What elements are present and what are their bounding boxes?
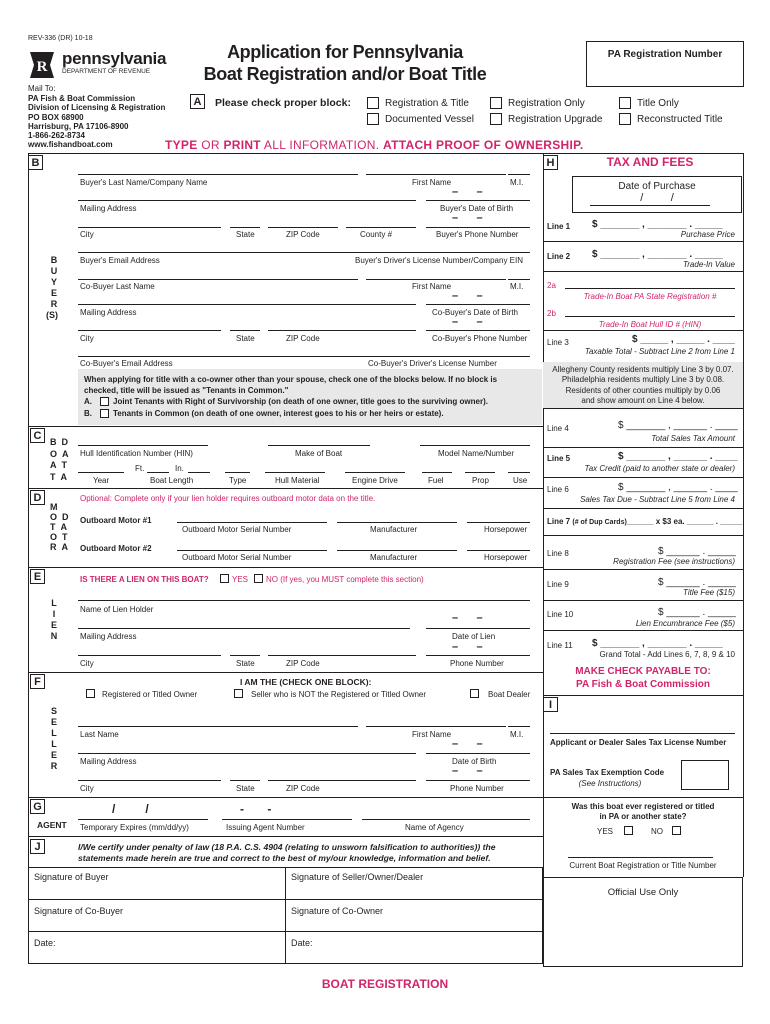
tradein-hin-label: Trade-In Boat Hull ID # (HIN) bbox=[598, 320, 702, 329]
tradein-value-label: Trade-In Value bbox=[682, 260, 735, 269]
buyer-date-field[interactable]: Date: bbox=[34, 938, 56, 948]
prior-registration-q2: in PA or another state? bbox=[599, 812, 687, 821]
motor1-mfr-label: Manufacturer bbox=[370, 525, 418, 534]
cobuyer-license-label: Co-Buyer's Driver's License Number bbox=[368, 359, 497, 368]
coowner-note-2: checked, title will be issued as "Tenants in Common." bbox=[84, 386, 289, 395]
checkbox-joint-tenants[interactable] bbox=[100, 397, 109, 406]
boat-dealer-label: Boat Dealer bbox=[488, 690, 531, 699]
lien-mailing-label: Mailing Address bbox=[80, 632, 137, 641]
page-title-1: Application for Pennsylvania bbox=[227, 42, 463, 62]
county-rates: Allegheny County residents multiply Line 3 by 0.07. Philadelphia residents multiply Line 3 by 0.08. Residents of other counties multiply by 0.06 and show amount on Line 4 below. bbox=[552, 365, 734, 405]
motor2-mfr-label: Manufacturer bbox=[370, 553, 418, 562]
length-label: Boat Length bbox=[150, 476, 194, 485]
svg-text:R: R bbox=[36, 59, 48, 75]
taxable-total-label: Taxable Total - Subtract Line 2 from Line 1 bbox=[584, 347, 735, 356]
seller-city-label: City bbox=[80, 784, 94, 793]
current-reg-label: Current Boat Registration or Title Number bbox=[569, 861, 717, 870]
tenants-common-letter: B. bbox=[84, 409, 92, 418]
section-a-prompt: Please check proper block: bbox=[215, 97, 351, 109]
cobuyer-dob-label: Co-Buyer's Date of Birth bbox=[432, 308, 519, 317]
year-label: Year bbox=[93, 476, 110, 485]
purchase-price-label: Purchase Price bbox=[680, 230, 735, 239]
seller-state-label: State bbox=[236, 784, 255, 793]
motor1-label: Outboard Motor #1 bbox=[80, 516, 152, 525]
lien-zip-label: ZIP Code bbox=[286, 659, 320, 668]
option-registration-only: Registration Only bbox=[508, 98, 585, 109]
buyer-signature-field[interactable]: Signature of Buyer bbox=[34, 872, 109, 882]
buyer-last-name-label: Buyer's Last Name/Company Name bbox=[80, 178, 208, 187]
seller-zip-label: ZIP Code bbox=[286, 784, 320, 793]
lien-date-label: Date of Lien bbox=[452, 632, 496, 641]
section-letter-h: H bbox=[543, 155, 558, 170]
motor-data-vertical-label: M O D T A O T R A bbox=[50, 502, 69, 552]
tradein-reg-label: Trade-In Boat PA State Registration # bbox=[583, 292, 717, 301]
joint-tenants-letter: A. bbox=[84, 397, 92, 406]
lien-phone-label: Phone Number bbox=[450, 659, 504, 668]
payable-to-2: PA Fish & Boat Commission bbox=[576, 679, 710, 690]
hull-label: Hull Material bbox=[275, 476, 320, 485]
registration-number-field[interactable] bbox=[586, 41, 744, 87]
section-letter-f: F bbox=[30, 674, 45, 689]
title-fee-label: Title Fee ($15) bbox=[683, 588, 735, 597]
buyer-first-name-label: First Name bbox=[412, 178, 452, 187]
purchase-date-label: Date of Purchase bbox=[618, 181, 696, 192]
certify-line-2: statements made herein are true and correct to the best of my/our knowledge, information and belief. bbox=[78, 853, 491, 863]
checkbox-registration-upgrade[interactable] bbox=[490, 113, 502, 125]
section-letter-j: J bbox=[30, 839, 45, 854]
lien-fee-label: Lien Encumbrance Fee ($5) bbox=[635, 619, 735, 628]
buyer-dob-label: Buyer's Date of Birth bbox=[440, 204, 514, 213]
checkbox-lien-no[interactable] bbox=[254, 574, 263, 583]
engine-label: Engine Drive bbox=[352, 476, 398, 485]
lien-state-label: State bbox=[236, 659, 255, 668]
exemption-code-label: PA Sales Tax Exemption Code bbox=[550, 768, 665, 777]
registration-fee-label: Registration Fee (see instructions) bbox=[613, 557, 735, 566]
cobuyer-zip-label: ZIP Code bbox=[286, 334, 320, 343]
seller-vertical-label: S E L L E R bbox=[50, 706, 58, 771]
iam-label: I AM THE (CHECK ONE BLOCK): bbox=[240, 677, 372, 687]
see-instructions-label: (See Instructions) bbox=[578, 779, 642, 788]
fuel-label: Fuel bbox=[428, 476, 444, 485]
buyer-state-label: State bbox=[236, 230, 255, 239]
mail-address: PA Fish & Boat Commission Division of Licensing & Registration PO BOX 68900 Harrisburg, PA 17106-8900 1-866-262-8734 www.fishandboat.com bbox=[28, 94, 166, 150]
registered-owner-label: Registered or Titled Owner bbox=[102, 690, 198, 699]
footer-title: BOAT REGISTRATION bbox=[321, 977, 449, 991]
payable-to-1: MAKE CHECK PAYABLE TO: bbox=[575, 666, 711, 677]
line3-label: Line 3 bbox=[547, 338, 569, 347]
buyer-mi-label: M.I. bbox=[510, 178, 524, 187]
section-letter-d: D bbox=[30, 490, 45, 505]
lien-yes-label: YES bbox=[232, 575, 249, 584]
section-letter-c: C bbox=[30, 428, 45, 443]
section-letter-a: A bbox=[190, 94, 205, 109]
cobuyer-state-label: State bbox=[236, 334, 255, 343]
pa-keystone-logo bbox=[28, 50, 56, 80]
checkbox-prior-yes[interactable] bbox=[624, 826, 633, 835]
inches-label: In. bbox=[175, 464, 184, 473]
option-registration-title: Registration & Title bbox=[385, 98, 469, 109]
logo-dept: DEPARTMENT OF REVENUE bbox=[62, 68, 151, 75]
cobuyer-email-label: Co-Buyer's Email Address bbox=[80, 359, 173, 368]
seller-last-name-label: Last Name bbox=[80, 730, 119, 739]
buyer-license-label: Buyer's Driver's License Number/Company EIN bbox=[355, 256, 523, 265]
seller-not-owner-label: Seller who is NOT the Registered or Titled Owner bbox=[251, 690, 427, 699]
cobuyer-phone-label: Co-Buyer's Phone Number bbox=[432, 334, 528, 343]
section-letter-i: I bbox=[543, 697, 558, 712]
checkbox-registration-only[interactable] bbox=[490, 97, 502, 109]
section-letter-e: E bbox=[30, 569, 45, 584]
feet-label: Ft. bbox=[135, 464, 145, 473]
checkbox-documented-vessel[interactable] bbox=[367, 113, 379, 125]
cobuyer-first-name-label: First Name bbox=[412, 282, 452, 291]
seller-date-field[interactable]: Date: bbox=[291, 938, 313, 948]
line6-label: Line 6 bbox=[547, 485, 569, 494]
tax-due-label: Sales Tax Due - Subtract Line 5 from Line 4 bbox=[580, 495, 735, 504]
instruction-line: TYPE OR PRINT ALL INFORMATION. ATTACH PROOF OF OWNERSHIP. bbox=[165, 138, 584, 152]
cobuyer-mi-label: M.I. bbox=[510, 282, 524, 291]
section-letter-b: B bbox=[28, 155, 43, 170]
line1-label: Line 1 bbox=[547, 222, 571, 231]
issuing-agent-label: Issuing Agent Number bbox=[226, 823, 305, 832]
checkbox-registered-owner[interactable] bbox=[86, 689, 95, 698]
total-sales-tax-label: Total Sales Tax Amount bbox=[651, 434, 735, 443]
exemption-code-field[interactable] bbox=[681, 760, 729, 790]
prior-yes-label: YES bbox=[597, 827, 614, 836]
grand-total-label: Grand Total - Add Lines 6, 7, 8, 9 & 10 bbox=[599, 650, 735, 659]
agency-name-label: Name of Agency bbox=[405, 823, 464, 832]
option-documented-vessel: Documented Vessel bbox=[385, 114, 474, 125]
certify-line-1: I/We certify under penalty of law (18 P.A. C.S. 4904 (relating to unsworn falsification to authorities)) the bbox=[78, 842, 496, 852]
cobuyer-mailing-label: Mailing Address bbox=[80, 308, 137, 317]
buyer-mailing-label: Mailing Address bbox=[80, 204, 137, 213]
motor2-hp-label: Horsepower bbox=[484, 553, 528, 562]
prior-no-label: NO bbox=[651, 827, 663, 836]
line11-label: Line 11 bbox=[547, 641, 573, 650]
page-title-2: Boat Registration and/or Boat Title bbox=[203, 64, 487, 84]
tax-fees-title: TAX AND FEES bbox=[606, 155, 694, 169]
seller-mi-label: M.I. bbox=[510, 730, 524, 739]
checkbox-title-only[interactable] bbox=[619, 97, 631, 109]
checkbox-reconstructed-title[interactable] bbox=[619, 113, 631, 125]
logo-name: pennsylvania bbox=[62, 49, 167, 68]
dealer-license-label: Applicant or Dealer Sales Tax License Number bbox=[550, 738, 727, 747]
prop-label: Prop bbox=[472, 476, 489, 485]
motor1-serial-label: Outboard Motor Serial Number bbox=[182, 525, 292, 534]
buyers-vertical-label: B U Y E R (S) bbox=[46, 255, 58, 320]
line8-label: Line 8 bbox=[547, 549, 569, 558]
section-letter-g: G bbox=[30, 799, 45, 814]
checkbox-seller-not-owner[interactable] bbox=[234, 689, 243, 698]
lien-holder-label: Name of Lien Holder bbox=[80, 605, 154, 614]
boat-data-vertical-label: B D O A A T T A bbox=[50, 437, 69, 482]
tenants-common-label: Tenants in Common (on death of one owner, interest goes to his or her heirs or estate). bbox=[113, 409, 444, 418]
line7-label: Line 7 (# of Dup Cards)______ x $3 ea. ______ . _____ bbox=[547, 517, 743, 526]
joint-tenants-label: Joint Tenants with Right of Survivorship (on death of one owner, title goes to the surviving owner). bbox=[113, 397, 488, 406]
line5-label: Line 5 bbox=[547, 454, 571, 463]
registration-number-label: PA Registration Number bbox=[607, 49, 723, 60]
buyer-county-label: County # bbox=[360, 230, 393, 239]
hin-label: Hull Identification Number (HIN) bbox=[80, 449, 193, 458]
checkbox-lien-yes[interactable] bbox=[220, 574, 229, 583]
mail-to-label: Mail To: bbox=[28, 84, 56, 93]
buyer-city-label: City bbox=[80, 230, 94, 239]
coowner-note-1: When applying for title with a co-owner other than your spouse, check one of the blocks below. If no block is bbox=[84, 375, 498, 384]
use-label: Use bbox=[513, 476, 528, 485]
line2-label: Line 2 bbox=[547, 252, 571, 261]
cobuyer-last-name-label: Co-Buyer Last Name bbox=[80, 282, 155, 291]
official-use-label: Official Use Only bbox=[607, 887, 679, 898]
seller-dob-label: Date of Birth bbox=[452, 757, 497, 766]
coowner-signature-field[interactable]: Signature of Co-Owner bbox=[291, 906, 384, 916]
make-label: Make of Boat bbox=[295, 449, 343, 458]
prior-registration-q1: Was this boat ever registered or titled bbox=[571, 802, 715, 811]
checkbox-boat-dealer[interactable] bbox=[470, 689, 479, 698]
line10-label: Line 10 bbox=[547, 610, 574, 619]
line2b-label: 2b bbox=[547, 309, 556, 318]
motor1-hp-label: Horsepower bbox=[484, 525, 528, 534]
checkbox-prior-no[interactable] bbox=[672, 826, 681, 835]
lien-no-label: NO (If yes, you MUST complete this section) bbox=[266, 575, 424, 584]
motor2-label: Outboard Motor #2 bbox=[80, 544, 152, 553]
agent-label: AGENT bbox=[37, 820, 67, 830]
seller-signature-field[interactable]: Signature of Seller/Owner/Dealer bbox=[291, 872, 424, 882]
form-id: REV-336 (DR) 10-18 bbox=[28, 35, 93, 42]
line2a-label: 2a bbox=[547, 281, 556, 290]
checkbox-registration-title[interactable] bbox=[367, 97, 379, 109]
buyer-email-label: Buyer's Email Address bbox=[80, 256, 160, 265]
option-title-only: Title Only bbox=[637, 98, 679, 109]
line4-label: Line 4 bbox=[547, 424, 569, 433]
cobuyer-signature-field[interactable]: Signature of Co-Buyer bbox=[34, 906, 124, 916]
type-label: Type bbox=[229, 476, 247, 485]
tax-credit-label: Tax Credit (paid to another state or dealer) bbox=[584, 464, 735, 473]
checkbox-tenants-common[interactable] bbox=[100, 409, 109, 418]
lien-vertical-label: L I E N bbox=[50, 598, 58, 641]
buyer-phone-label: Buyer's Phone Number bbox=[436, 230, 519, 239]
seller-phone-label: Phone Number bbox=[450, 784, 504, 793]
lien-city-label: City bbox=[80, 659, 94, 668]
model-label: Model Name/Number bbox=[438, 449, 515, 458]
option-reconstructed-title: Reconstructed Title bbox=[637, 114, 723, 125]
motor-optional-note: Optional: Complete only if your lien holder requires outboard motor data on the title. bbox=[80, 494, 376, 503]
option-registration-upgrade: Registration Upgrade bbox=[508, 114, 603, 125]
seller-first-name-label: First Name bbox=[412, 730, 452, 739]
buyer-zip-label: ZIP Code bbox=[286, 230, 320, 239]
line9-label: Line 9 bbox=[547, 580, 569, 589]
cobuyer-city-label: City bbox=[80, 334, 94, 343]
seller-mailing-label: Mailing Address bbox=[80, 757, 137, 766]
temp-expires-label: Temporary Expires (mm/dd/yy) bbox=[80, 823, 189, 832]
motor2-serial-label: Outboard Motor Serial Number bbox=[182, 553, 292, 562]
lien-question: IS THERE A LIEN ON THIS BOAT? bbox=[80, 575, 209, 584]
